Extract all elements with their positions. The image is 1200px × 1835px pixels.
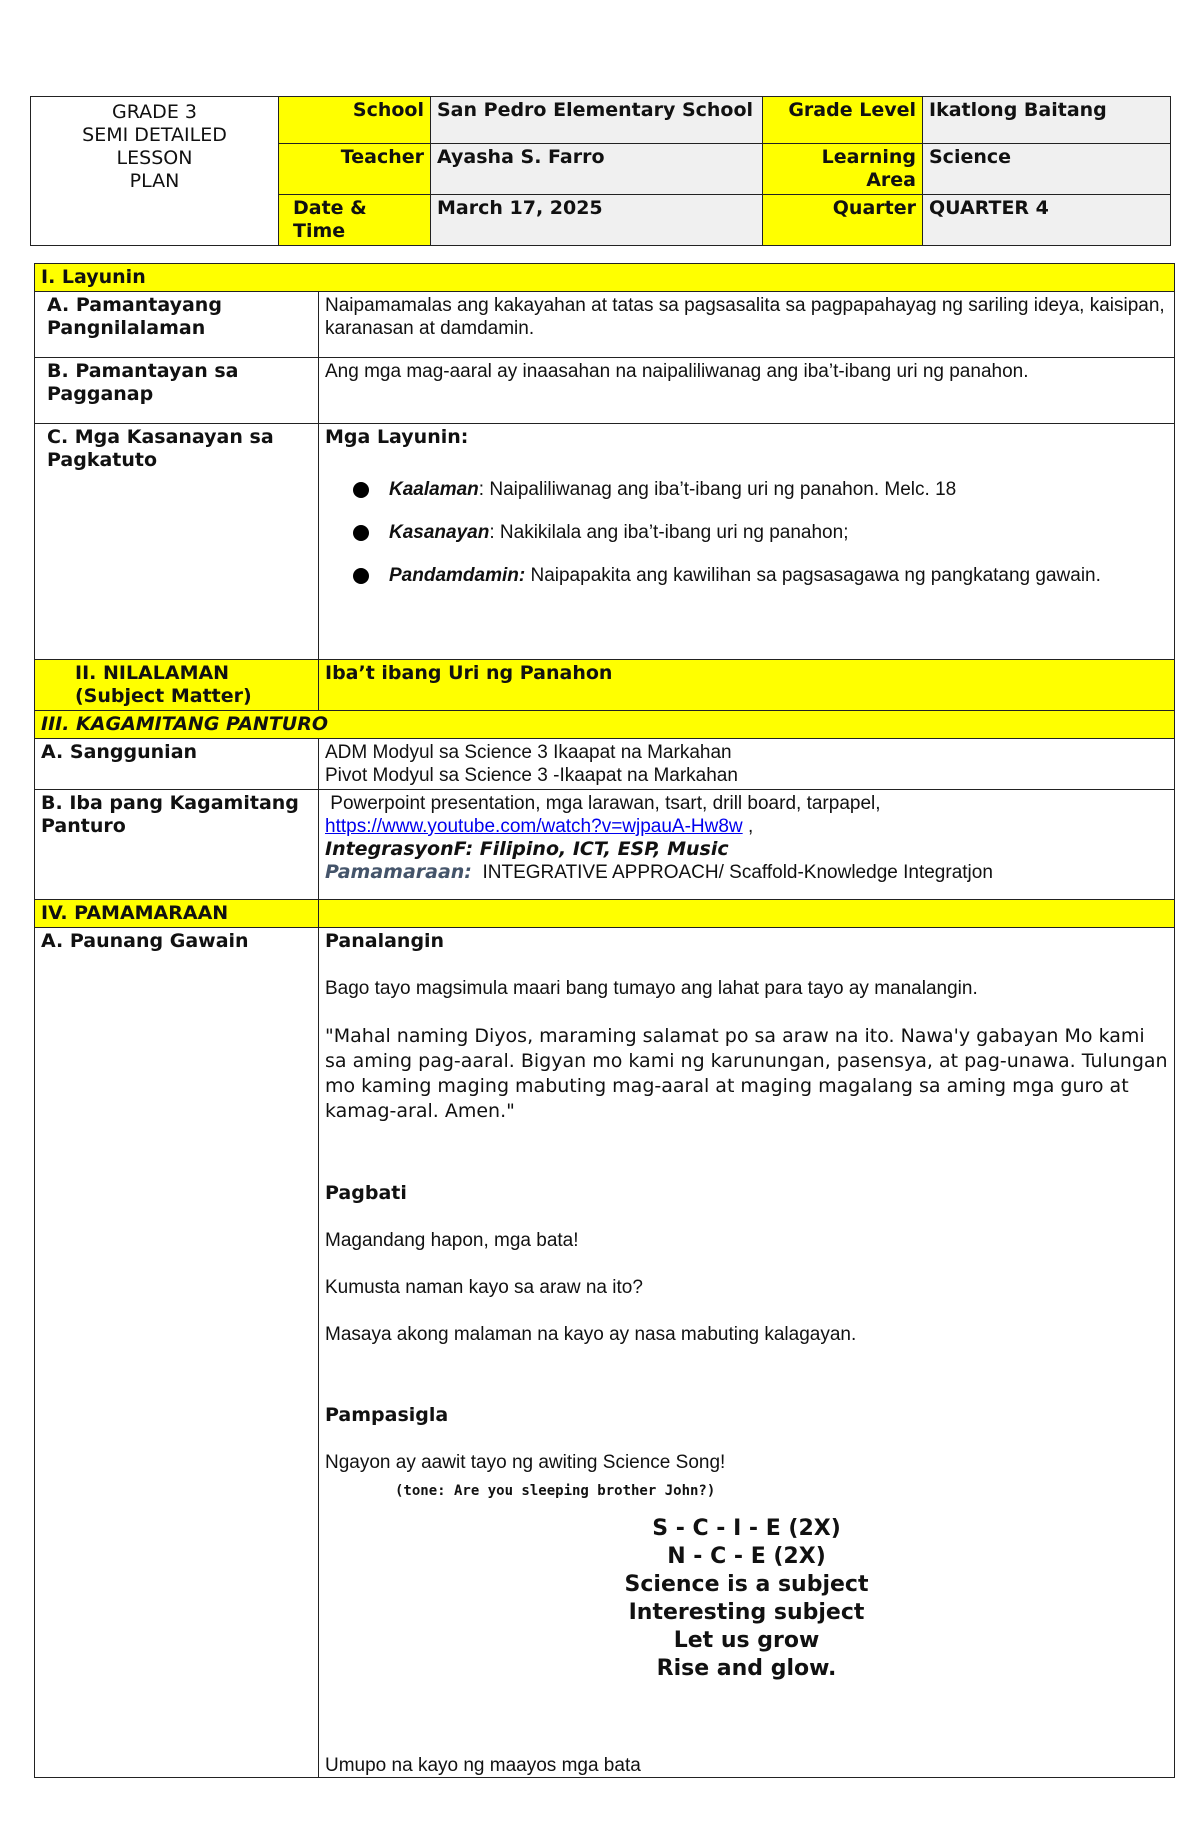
objective-text: Naipapakita ang kawilihan sa pagsasagawa ng pangkatang gawain. [530,565,1101,586]
quarter-label: Quarter [763,195,923,246]
song-line: S - C - I - E (2X) [652,1516,841,1541]
pamantayang-pangnilalaman-value: Naipamamalas ang kakayahan at tatas sa pagsasalita sa pagpapahayag ng sariling ideya, kaisipan, karanasan at damdamin. [319,292,1175,358]
pampasigla-title: Pampasigla [325,1404,449,1426]
objective-term: Pandamdamin: [389,565,526,586]
integration-line: IntegrasyonF: Filipino, ICT, ESP, Music [325,838,729,860]
materials-line: Powerpoint presentation, mga larawan, tsart, drill board, tarpapel, [325,793,881,814]
quarter-value: QUARTER 4 [923,195,1171,246]
objective-term: Kasanayan [389,522,490,543]
kasanayan-sa-pagkatuto-value [319,424,1175,660]
title-line: PLAN [129,170,180,192]
nilalaman-label: II. NILALAMAN (Subject Matter) [35,660,319,711]
school-label: School [279,97,431,144]
iba-pang-kagamitan-label: B. Iba pang Kagamitang Panturo [35,790,319,900]
section-heading-layunin: I. Layunin [35,264,1175,292]
iba-pang-kagamitan-value [319,790,1175,900]
objective-separator: : [478,479,490,500]
pagbati-line: Magandang hapon, mga bata! [325,1230,579,1251]
grade-level-label: Grade Level [763,97,923,144]
objective-item [353,561,1168,590]
song-line: N - C - E (2X) [667,1544,826,1569]
song-line: Let us grow [673,1628,820,1653]
section-heading-pamamaraan: IV. PAMAMARAAN [35,900,319,928]
title-line: LESSON [116,147,193,169]
panalangin-intro: Bago tayo magsimula maari bang tumayo ang lahat para tayo ay manalangin. [325,978,978,999]
section-heading-pamamaraan-blank [319,900,1175,928]
date-time-label: Date & Time [279,195,431,246]
nilalaman-value: Iba’t ibang Uri ng Panahon [319,660,1175,711]
closing-line: Umupo na kayo ng maayos mga bata [325,1755,641,1776]
pampasigla-intro: Ngayon ay aawit tayo ng awiting Science Song! [325,1452,726,1473]
song-line: Science is a subject [624,1572,869,1597]
panalangin-title: Panalangin [325,930,445,952]
approach-value: INTEGRATIVE APPROACH/ Scaffold-Knowledge Integratjon [471,862,993,883]
link-trailing-text: , [742,816,754,837]
pamantayan-sa-pagganap-value: Ang mga mag-aaral ay inaasahan na naipaliliwanag ang iba’t-ibang uri ng panahon. [319,358,1175,424]
objective-separator: : [489,522,500,543]
pagbati-title: Pagbati [325,1182,407,1204]
sanggunian-label: A. Sanggunian [35,739,319,790]
paunang-gawain-content [319,928,1175,1778]
title-line: SEMI DETAILED [82,124,227,146]
lesson-plan-header [30,96,1171,246]
paunang-gawain-label: A. Paunang Gawain [35,928,319,1778]
teacher-value: Ayasha S. Farro [431,144,763,195]
teacher-label: Teacher [279,144,431,195]
grade-level-value: Ikatlong Baitang [923,97,1171,144]
mga-layunin-heading: Mga Layunin: [325,426,469,448]
youtube-link[interactable]: https://www.youtube.com/watch?v=wjpauA-Hw8w [325,816,743,837]
pamantayang-pangnilalaman-label: A. Pamantayang Pangnilalaman [35,292,319,358]
sanggunian-value [319,739,1175,790]
pagbati-line: Masaya akong malaman na kayo ay nasa mabuting kalagayan. [325,1324,857,1345]
lesson-plan-body [34,263,1175,1778]
song-tone: (tone: Are you sleeping brother John?) [395,1483,716,1499]
objective-term: Kaalaman [389,479,479,500]
objective-item [353,518,1168,547]
song-line: Interesting subject [628,1600,865,1625]
approach-label: Pamamaraan: [325,861,472,883]
objective-text: Nakikilala ang iba’t-ibang uri ng panahon; [499,522,849,543]
pamantayan-sa-pagganap-label: B. Pamantayan sa Pagganap [35,358,319,424]
learning-area-label: Learning Area [763,144,923,195]
pagbati-line: Kumusta naman kayo sa araw na ito? [325,1277,643,1298]
bullet-icon [353,568,369,584]
school-value: San Pedro Elementary School [431,97,763,144]
reference-line: ADM Modyul sa Science 3 Ikaapat na Markahan [325,742,732,763]
objective-item [353,475,1168,504]
reference-line: Pivot Modyul sa Science 3 -Ikaapat na Markahan [325,765,738,786]
section-heading-kagamitan: III. KAGAMITANG PANTURO [35,711,1175,739]
kasanayan-sa-pagkatuto-label: C. Mga Kasanayan sa Pagkatuto [35,424,319,660]
objective-text: Naipaliliwanag ang iba’t-ibang uri ng panahon. Melc. 18 [489,479,957,500]
bullet-icon [353,482,369,498]
bullet-icon [353,525,369,541]
lesson-plan-title [31,97,279,246]
song-line: Rise and glow. [656,1656,837,1681]
title-line: GRADE 3 [112,101,197,123]
date-time-value: March 17, 2025 [431,195,763,246]
learning-area-value: Science [923,144,1171,195]
panalangin-prayer: "Mahal naming Diyos, maraming salamat po sa araw na ito. Nawa'y gabayan Mo kami sa aming pag-aaral. Bigyan mo kami ng karunungan, pasensya, at pag-unawa. Tulungan mo kaming maging mabuting mag-aaral at maging magalang sa aming mga guro at kamag-aral. Amen." [325,1025,1168,1122]
